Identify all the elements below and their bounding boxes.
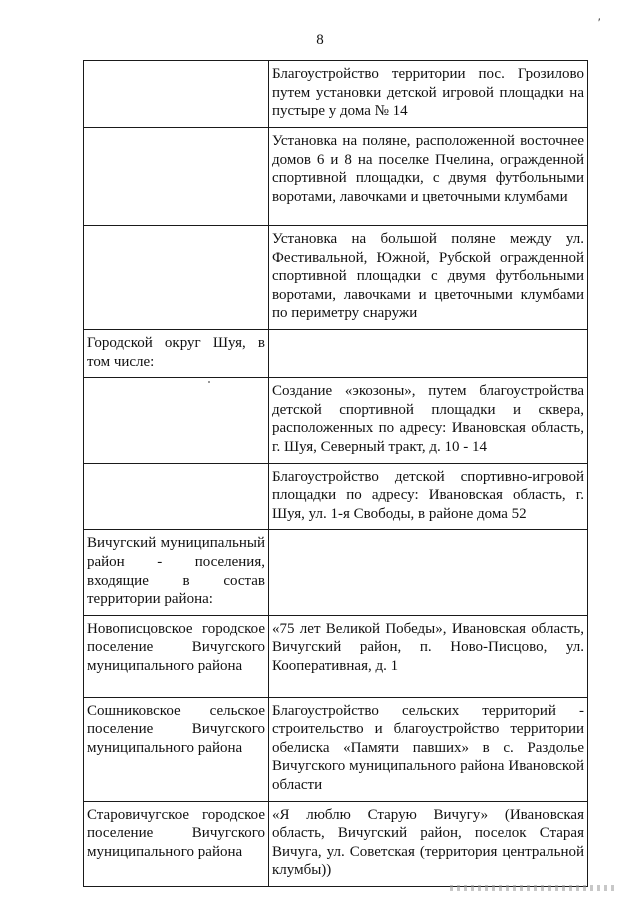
table-row bbox=[84, 378, 588, 463]
table-cell-right: «75 лет Великой Победы», Ивановская область, Вичугский район, п. Ново-Писцово, ул. Кооперативная, д. 1 bbox=[269, 615, 588, 697]
table-row bbox=[84, 61, 588, 128]
table-row bbox=[84, 329, 588, 377]
table-cell-right: Благоустройство сельских территорий - строительство и благоустройство территории обелиска «Памяти павших» в с. Раздолье Вичугского муниципального района Ивановской области bbox=[269, 697, 588, 801]
table-row bbox=[84, 801, 588, 886]
scan-noise bbox=[450, 885, 615, 891]
scan-speck bbox=[208, 381, 210, 383]
table-row bbox=[84, 128, 588, 226]
table-cell-right bbox=[269, 530, 588, 615]
corner-mark: ′ bbox=[598, 15, 601, 29]
table-cell-right: Установка на поляне, расположенной восточнее домов 6 и 8 на поселке Пчелина, огражденной спортивной площадки, с двумя футбольными воротами, лавочками и цветочными клумбами bbox=[269, 128, 588, 226]
table-cell-left: Новописцовское городское поселение Вичугского муниципального района bbox=[84, 615, 269, 697]
table-row bbox=[84, 226, 588, 330]
table-cell-right: Создание «экозоны», путем благоустройства детской спортивной площадки и сквера, расположенных по адресу: Ивановская область, г. Шуя, Северный тракт, д. 10 - 14 bbox=[269, 378, 588, 463]
table-row bbox=[84, 463, 588, 530]
table-cell-left: Вичугский муниципальный район - поселения, входящие в состав территории района: bbox=[84, 530, 269, 615]
table-cell-right: «Я люблю Старую Вичугу» (Ивановская область, Вичугский район, поселок Старая Вичуга, ул. Советская (территория центральной клумбы)) bbox=[269, 801, 588, 886]
table-row bbox=[84, 615, 588, 697]
table-cell-left bbox=[84, 226, 269, 330]
table-cell-left bbox=[84, 61, 269, 128]
table-cell-right: Благоустройство территории пос. Грозилово путем установки детской игровой площадки на пустыре у дома № 14 bbox=[269, 61, 588, 128]
table-cell-right: Благоустройство детской спортивно-игровой площадки по адресу: Ивановская область, г. Шуя, ул. 1-я Свободы, в районе дома 52 bbox=[269, 463, 588, 530]
document-table bbox=[83, 60, 588, 887]
table-cell-left bbox=[84, 378, 269, 463]
page-number: 8 bbox=[316, 32, 324, 48]
table-cell-right: Установка на большой поляне между ул. Фестивальной, Южной, Рубской огражденной спортивной площадки с двумя футбольными воротами, лавочками и цветочными клумбами по периметру снаружи bbox=[269, 226, 588, 330]
table-cell-left bbox=[84, 128, 269, 226]
table-row bbox=[84, 530, 588, 615]
table-cell-left: Городской округ Шуя, в том числе: bbox=[84, 329, 269, 377]
table-cell-right bbox=[269, 329, 588, 377]
table-cell-left bbox=[84, 463, 269, 530]
table-cell-left: Сошниковское сельское поселение Вичугского муниципального района bbox=[84, 697, 269, 801]
table-row bbox=[84, 697, 588, 801]
table-cell-left: Старовичугское городское поселение Вичугского муниципального района bbox=[84, 801, 269, 886]
